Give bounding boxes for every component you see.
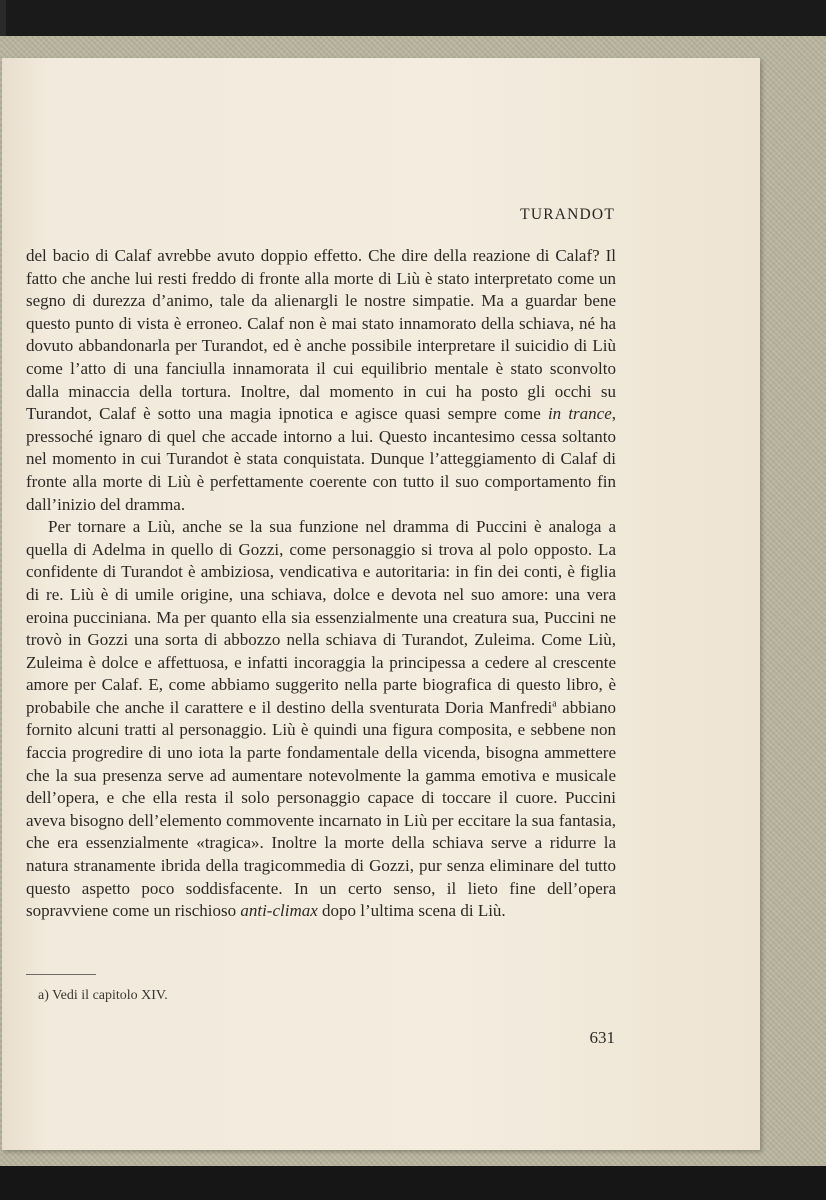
paragraph-1: [26, 245, 616, 516]
page-number: 631: [589, 1028, 615, 1047]
italic-term: anti-climax: [240, 901, 318, 921]
italic-term: in trance: [547, 404, 612, 424]
footnote-divider: [26, 974, 96, 975]
text-run: del bacio di Calaf avrebbe avuto doppio effetto. Che dire della reazione di Calaf? Il fatto che anche lui resti freddo di fronte alla morte di Liù è stato interpretato come un segno di durezza d’animo, tale da alienargli le nostre simpatie. Ma a guardar bene questo punto di vista è erroneo. Calaf non è mai stato innamorato della schiava, né ha dovuto abbandonarla per Turandot, ed è anche possibile interpretare il suicidio di Liù come l’atto di una fanciulla innamorata il cui equilibrio mentale è stato sconvolto dalla minaccia della tortura. Inoltre, dal momento in cui ha posto gli occhi su Turandot, Calaf è sotto una magia ipnotica e agisce quasi sempre come: [26, 246, 616, 424]
text-run: dopo l’ultima scena di Liù.: [317, 901, 506, 921]
paragraph-2: [26, 516, 616, 923]
running-head: TURANDOT: [520, 206, 615, 223]
background-surface: [0, 1166, 826, 1200]
footnote-marker[interactable]: a: [552, 698, 557, 710]
body-text: [26, 245, 616, 923]
footnote: a) Vedi il capitolo XIV.: [38, 988, 168, 1003]
text-run: , pressoché ignaro di quel che accade intorno a lui. Questo incantesimo cessa soltanto nel momento in cui Turandot è stata conquistata. Dunque l’atteggiamento di Calaf di fronte alla morte di Liù è perfettamente coerente con tutto il suo comportamento fin dall’inizio del dramma.: [26, 404, 616, 514]
text-run: Per tornare a Liù, anche se la sua funzione nel dramma di Puccini è analoga a quella di Adelma in quello di Gozzi, come personaggio si trova al polo opposto. La confidente di Turandot è ambiziosa, vendicativa e autoritaria: in fin dei conti, è figlia di re. Liù è di umile origine, una schiava, dolce e devota nel suo amore: una vera eroina pucciniana. Ma per quanto ella sia essenzialmente una creatura sua, Puccini ne trovò in Gozzi una sorta di abbozzo nella schiava di Turandot, Zuleima. Come Liù, Zuleima è dolce e affettuosa, e infatti incoraggia la principessa a cedere al crescente amore per Calaf. E, come abbiamo suggerito nella parte biografica di questo libro, è probabile che anche il carattere e il destino della sventurata Doria Manfredi: [26, 517, 616, 717]
text-run: abbiano fornito alcuni tratti al personaggio. Liù è quindi una figura composita, e sebbene non faccia progredire di uno iota la parte fondamentale della vicenda, bisogna ammettere che la sua presenza serve ad aumentare notevolmente la gamma emotiva e musicale dell’opera, e che ella resta il solo personaggio capace di toccare il cuore. Puccini aveva bisogno dell’elemento commovente incarnato in Liù per eccitare la sua fantasia, che era essenzialmente «tragica». Inoltre la morte della schiava serve a ridurre la natura stranamente ibrida della tragicommedia di Gozzi, pur senza eliminare del tutto questo aspetto poco soddisfacente. In un certo senso, il lieto fine dell’opera sopravviene come un rischioso: [26, 697, 616, 921]
